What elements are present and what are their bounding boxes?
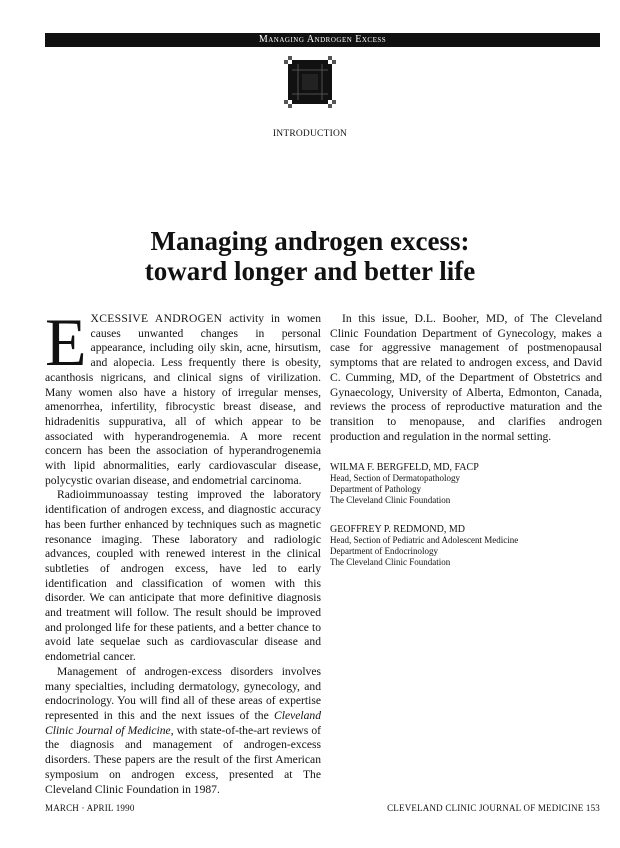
lead-in: XCESSIVE ANDROGEN	[90, 312, 223, 325]
signature-line: Head, Section of Dermatopathology	[330, 473, 460, 484]
title-line-2: toward longer and better life	[144, 256, 476, 286]
signature-name: WILMA F. BERGFELD, MD, FACP	[330, 462, 479, 474]
signature-line: Head, Section of Pediatric and Adolescent Medicine	[330, 535, 519, 546]
right-column	[330, 312, 602, 568]
running-header: Managing Androgen Excess	[45, 33, 600, 47]
journal-logo-icon	[284, 56, 336, 108]
footer-date: MARCH · APRIL 1990	[45, 803, 135, 813]
paragraph-2: Radioimmunoassay testing improved the laboratory identification of androgen excess, and diagnostic accuracy has been further enhanced by techniques such as magnetic resonance imaging. These laboratory and radiologic advances, coupled with renewed interest in the clinical subtleties of androgen excess, have led to early identification and classification of women with this disorder. We can anticipate that more definitive diagnosis and treatment will follow. The result should be improved and prolonged life for these patients, and a better chance to avoid late sequelae such as cardiovascular disease and endometrial cancer.	[45, 488, 321, 664]
section-label: INTRODUCTION	[272, 129, 348, 139]
paragraph-4: In this issue, D.L. Booher, MD, of The Cleveland Clinic Foundation Department of Gynecology, makes a case for aggressive management of postmenopausal symptoms that are related to androgen excess, and David C. Cumming, MD, of the Department of Obstetrics and Gynaecology, University of Alberta, Edmonton, Canada, reviews the process of reproductive maturation and the transition to menopause, and clarifies androgen production and regulation in the normal setting.	[330, 312, 602, 443]
footer-journal-page: CLEVELAND CLINIC JOURNAL OF MEDICINE 153	[387, 803, 600, 813]
signature-line: Department of Pathology	[330, 484, 421, 495]
journal-name: Cleveland Clinic Journal of Medicine	[45, 708, 321, 737]
paragraph-1-text: activity in women causes unwanted changes in personal appearance, including oily skin, acne, hirsutism, and alopecia. Less frequently there is obesity, acanthosis nigricans, and clinical signs of virilization. Many women also have a history of irregular menses, amenorrhea, infertility, fibrocystic breast disease, and hidradenitis suppurativa, all of which appear to be associated with hyperandrogenemia. A more recent concern has been the association of hyperandrogenemia with lipid abnormalities, early cardiovascular disease, polycystic ovarian disease, and endometrial carcinoma.	[45, 312, 321, 487]
signature-1	[330, 462, 602, 506]
signature-2	[330, 524, 602, 568]
signature-line: The Cleveland Clinic Foundation	[330, 557, 451, 568]
paragraph-1	[45, 304, 321, 488]
article-title	[0, 226, 620, 286]
signature-name: GEOFFREY P. REDMOND, MD	[330, 524, 465, 536]
paragraph-3-text: Management of androgen-excess disorders involves many specialties, including dermatology, gynecology, and endocrinology. You will find all of these areas of expertise represented in this and the next issues of the	[45, 664, 321, 722]
signature-line: The Cleveland Clinic Foundation	[330, 495, 451, 506]
paragraph-3	[45, 665, 321, 797]
signature-line: Department of Endocrinology	[330, 546, 438, 557]
paragraph-3-rest: , with state-of-the-art reviews of the diagnosis and management of androgen-excess disorders. These papers are the result of the first American symposium on androgen excess, presented at The Cleveland Clinic Foundation in 1987.	[45, 723, 321, 796]
left-column	[45, 304, 321, 797]
title-line-1: Managing androgen excess:	[150, 226, 470, 256]
drop-cap: E	[45, 304, 87, 380]
